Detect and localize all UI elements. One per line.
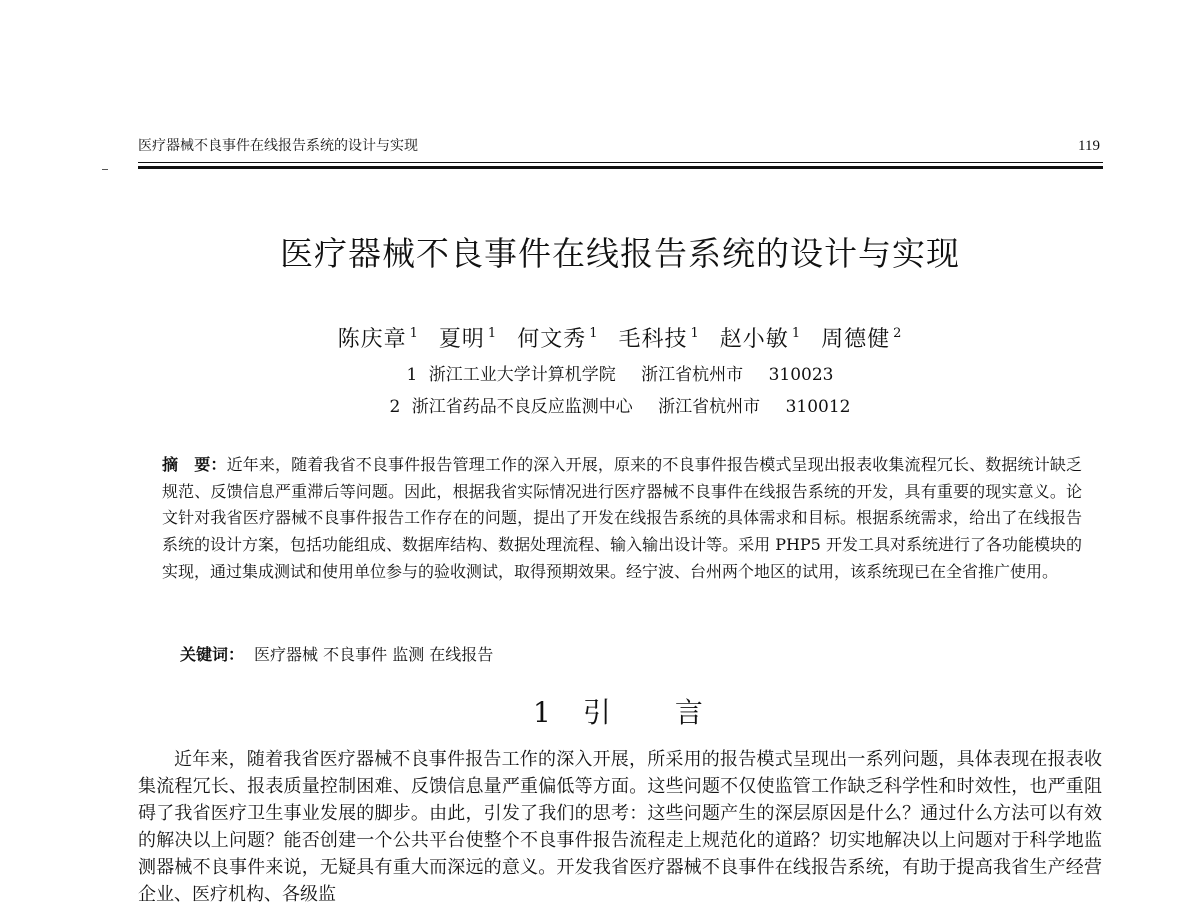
- running-header: [138, 138, 1100, 154]
- author-list: [0, 322, 1200, 353]
- header-rule-thick: [138, 166, 1103, 169]
- body-paragraph: 近年来，随着我省医疗器械不良事件报告工作的深入开展，所采用的报告模式呈现出一系列问题，具体表现在报表收集流程冗长、报表质量控制困难、反馈信息量严重偏低等方面。这些问题不仅使监管工作缺乏科学性和时效性，也严重阻碍了我省医疗卫生事业发展的脚步。由此，引发了我们的思考：这些问题产生的深层原因是什么？通过什么方法可以有效的解决以上问题？能否创建一个公共平台使整个不良事件报告流程走上规范化的道路？切实地解决以上问题对于科学地监测器械不良事件来说，无疑具有重大而深远的意义。开发我省医疗器械不良事件在线报告系统，有助于提高我省生产经营企业、医疗机构、各级监: [138, 749, 1102, 905]
- header-rule-thin: [138, 162, 1103, 163]
- author: 毛科技 $^1$: [618, 326, 700, 352]
- author: 夏明 $^1$: [438, 326, 498, 352]
- abstract: [162, 452, 1082, 586]
- author: 周德健 $^2$: [821, 326, 903, 352]
- section-heading: [533, 691, 705, 731]
- abstract-text: 近年来，随着我省不良事件报告管理工作的深入开展，原来的不良事件报告模式呈现出报表收集流程冗长、数据统计缺乏规范、反馈信息严重滞后等问题。因此，根据我省实际情况进行医疗器械不良事件在线报告系统的开发，具有重要的现实意义。论文针对我省医疗器械不良事件报告工作存在的问题，提出了开发在线报告系统的具体需求和目标。根据系统需求，给出了在线报告系统的设计方案，包括功能组成、数据库结构、数据处理流程、输入输出设计等。采用 PHP5 开发工具对系统进行了各功能模块的实现，通过集成测试和使用单位参与的验收测试，取得预期效果。经宁波、台州两个地区的试用，该系统现已在全省推广使用。: [162, 455, 1082, 581]
- section-title-part-1: 引: [582, 696, 613, 729]
- keywords-text: 医疗器械 不良事件 监测 在线报告: [254, 645, 494, 664]
- author: 陈庆章 $^1$: [337, 326, 419, 352]
- section-title-part-2: 言: [674, 696, 705, 729]
- page-number: 119: [1078, 138, 1100, 154]
- scan-mark: [102, 169, 108, 170]
- keywords: [180, 642, 493, 668]
- abstract-label: 摘 要：: [162, 455, 227, 474]
- section-number: 1: [533, 696, 553, 729]
- paper-title: 医疗器械不良事件在线报告系统的设计与实现: [280, 234, 960, 273]
- running-title: 医疗器械不良事件在线报告系统的设计与实现: [138, 138, 418, 154]
- affiliation-2: 2 浙江省药品不良反应监测中心 浙江省杭州市 310012: [389, 397, 851, 417]
- affiliation-1: 1 浙江工业大学计算机学院 浙江省杭州市 310023: [406, 365, 834, 385]
- author: 何文秀 $^1$: [517, 326, 599, 352]
- keywords-label: 关键词：: [180, 645, 245, 664]
- author: 赵小敏 $^1$: [719, 326, 802, 352]
